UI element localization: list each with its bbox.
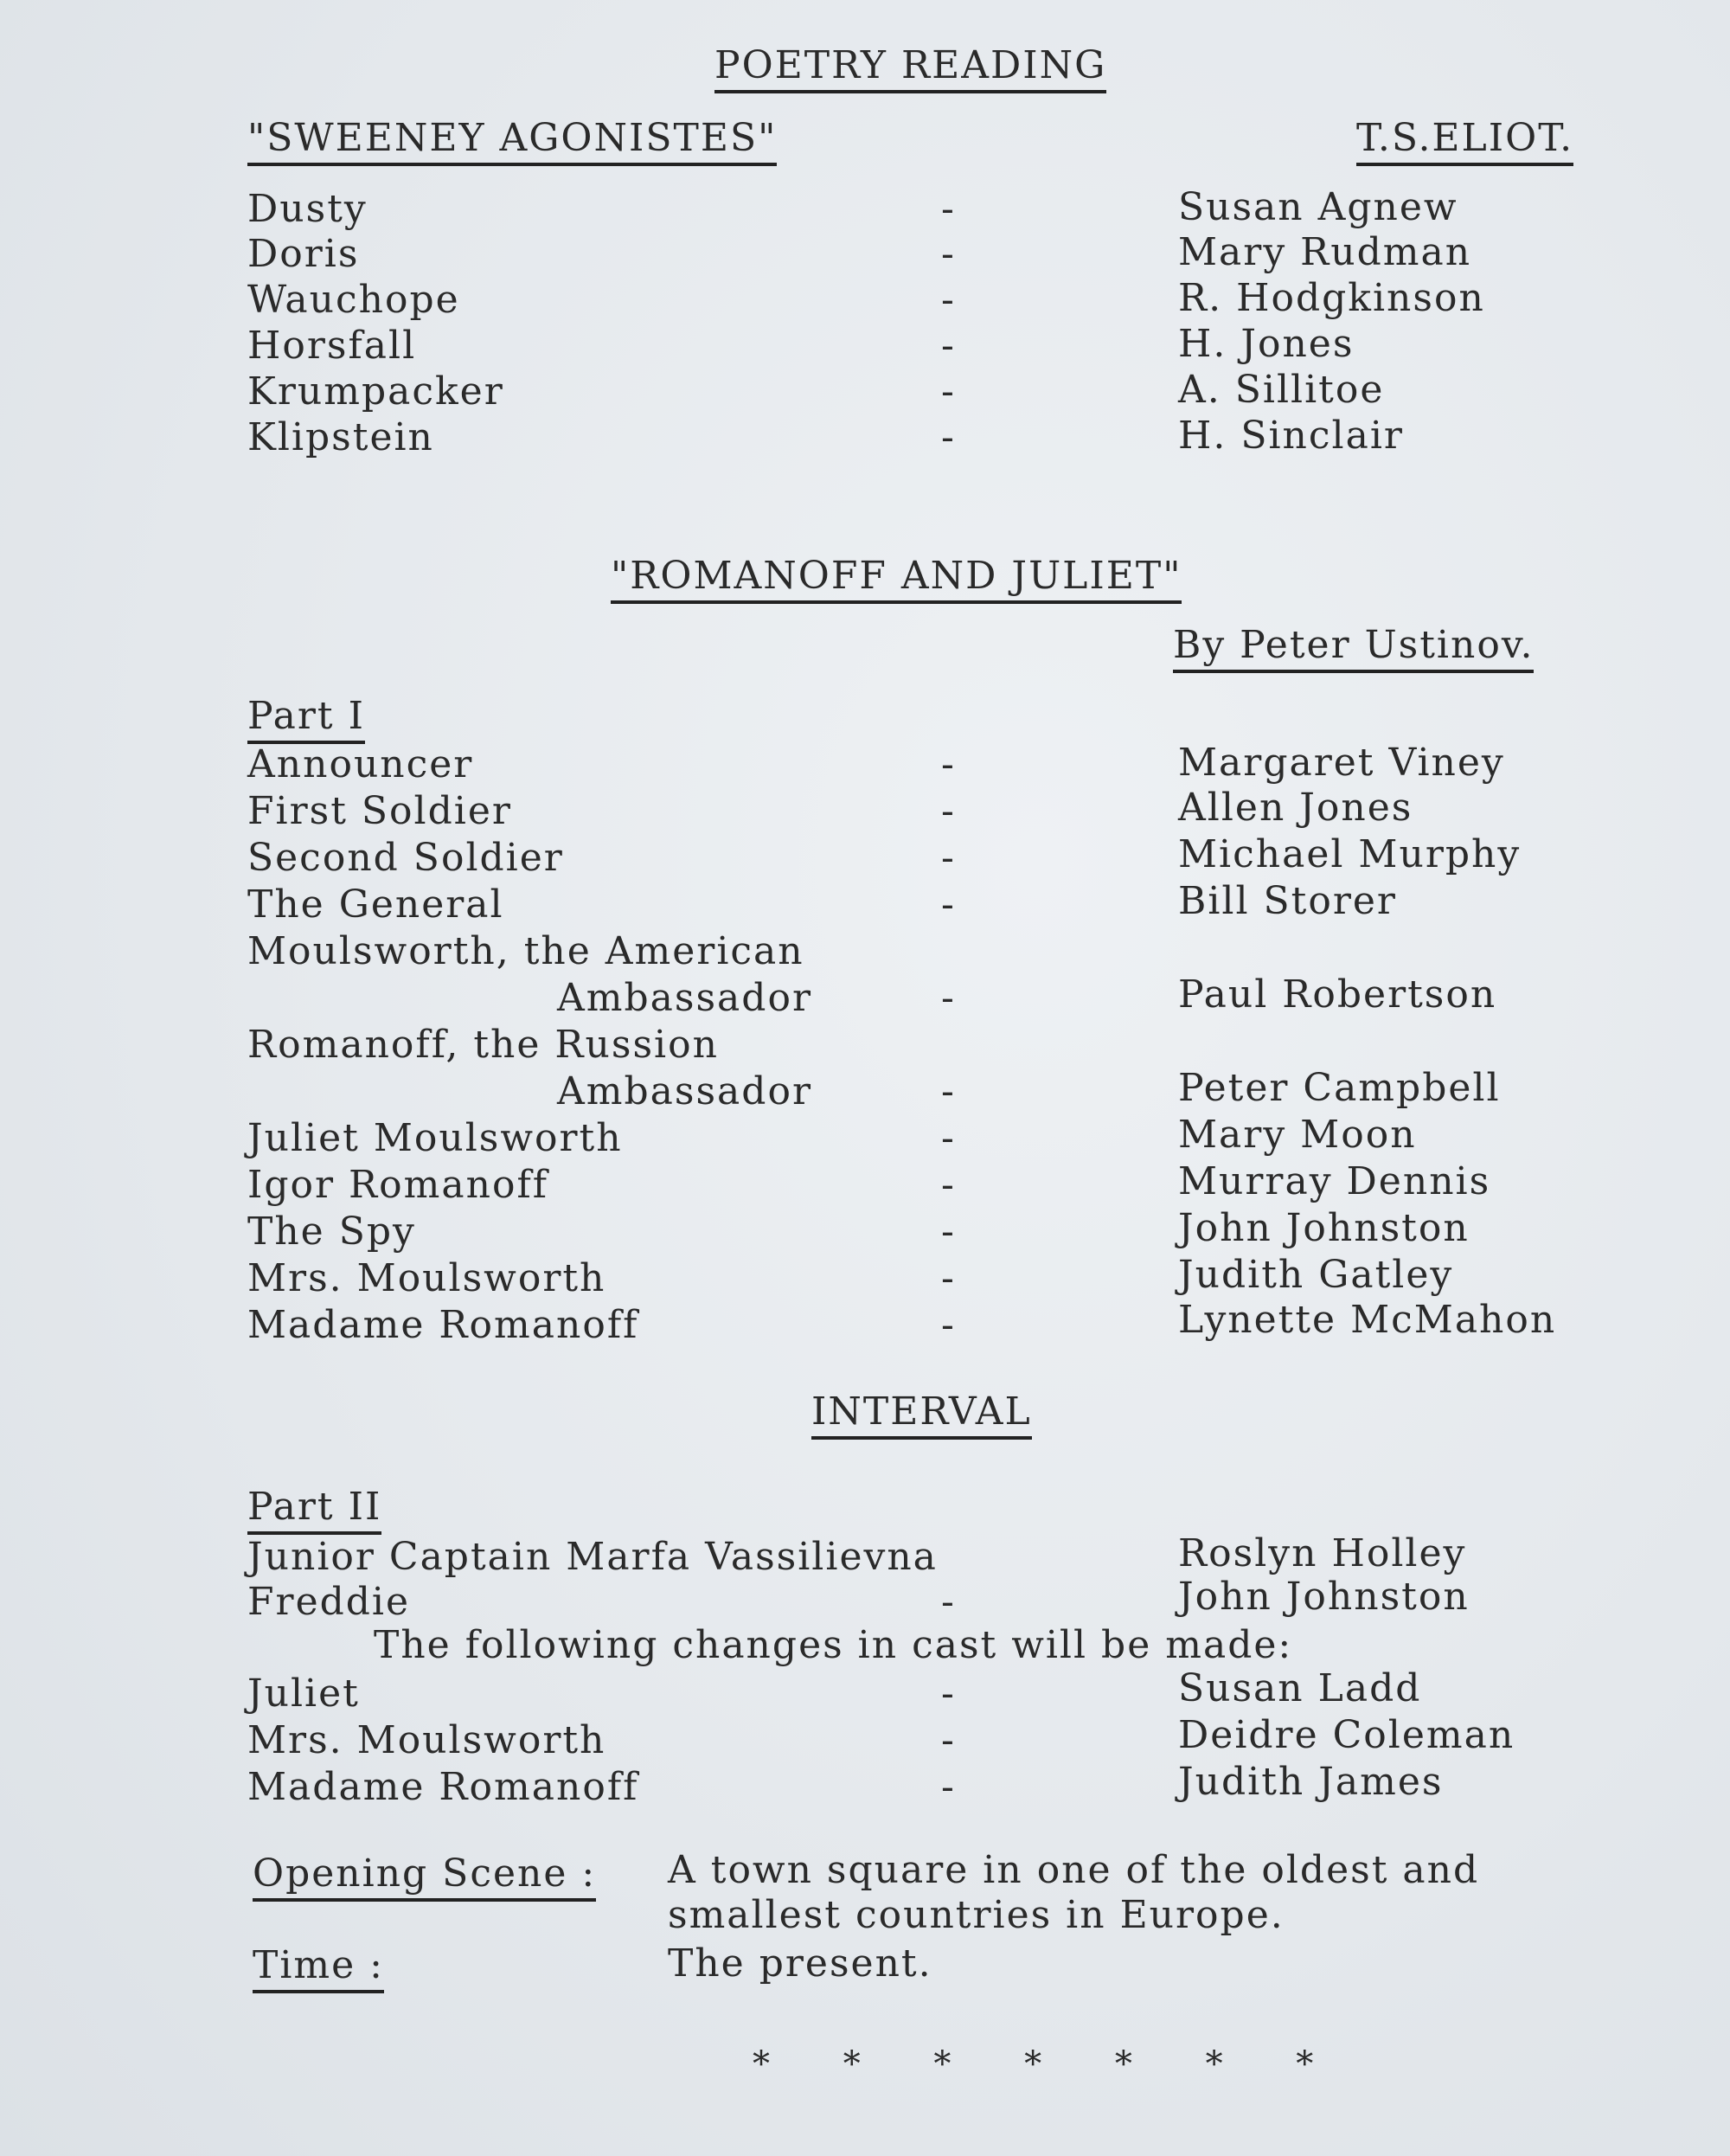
- cast-role: Romanoff, the Russion: [247, 1023, 719, 1067]
- cast-role: Krumpacker: [247, 369, 504, 414]
- cast-role: Wauchope: [247, 278, 460, 322]
- cast-dash: -: [941, 1580, 956, 1624]
- cast-actor: John Johnston: [1178, 1206, 1470, 1250]
- cast-dash: -: [941, 1718, 956, 1762]
- cast-role: The Spy: [247, 1210, 416, 1254]
- cast-actor: Allen Jones: [1178, 786, 1413, 830]
- cast-dash: -: [941, 1210, 956, 1254]
- cast-dash: -: [941, 742, 956, 786]
- cast-actor: A. Sillitoe: [1178, 368, 1385, 412]
- cast-actor: Mary Moon: [1178, 1113, 1417, 1157]
- cast-actor: Mary Rudman: [1178, 230, 1472, 274]
- cast-changes-note: The following changes in cast will be made:: [374, 1623, 1293, 1667]
- cast-role: Freddie: [247, 1580, 411, 1624]
- opening-scene-line2: smallest countries in Europe.: [668, 1893, 1285, 1937]
- cast-role: Mrs. Moulsworth: [247, 1718, 606, 1762]
- cast-actor: Margaret Viney: [1178, 741, 1505, 785]
- cast-dash: -: [941, 976, 956, 1020]
- footer-stars: * * * * * * *: [753, 2044, 1345, 2084]
- cast-dash: -: [941, 882, 956, 927]
- cast-dash: -: [941, 1303, 956, 1347]
- cast-dash: -: [941, 789, 956, 833]
- sweeney-title: "SWEENEY AGONISTES": [247, 119, 777, 166]
- cast-role: Junior Captain Marfa Vassilievna: [247, 1535, 938, 1579]
- cast-actor: Judith James: [1178, 1760, 1444, 1804]
- cast-role-continued: Ambassador: [557, 1069, 812, 1113]
- cast-actor: Roslyn Holley: [1178, 1531, 1467, 1575]
- cast-role: Dusty: [247, 187, 368, 231]
- cast-role: Juliet: [247, 1672, 360, 1716]
- eliot-author: T.S.ELIOT.: [1356, 119, 1573, 166]
- romanoff-title: "ROMANOFF AND JULIET": [611, 557, 1182, 604]
- cast-dash: -: [941, 1069, 956, 1113]
- cast-actor: John Johnston: [1178, 1575, 1470, 1619]
- cast-role: Juliet Moulsworth: [247, 1116, 623, 1160]
- cast-role: Igor Romanoff: [247, 1163, 549, 1207]
- cast-role: Horsfall: [247, 324, 417, 368]
- cast-role: Second Soldier: [247, 836, 564, 880]
- cast-role: Mrs. Moulsworth: [247, 1256, 606, 1300]
- cast-role-continued: Ambassador: [557, 976, 812, 1020]
- opening-scene-label: Opening Scene :: [253, 1855, 596, 1902]
- part-two-heading: Part II: [247, 1488, 381, 1535]
- cast-dash: -: [941, 415, 956, 459]
- cast-actor: Peter Campbell: [1178, 1066, 1501, 1110]
- cast-actor: Murray Dennis: [1178, 1159, 1491, 1203]
- cast-actor: Deidre Coleman: [1178, 1713, 1515, 1757]
- cast-role: Madame Romanoff: [247, 1303, 639, 1347]
- cast-dash: -: [941, 369, 956, 414]
- cast-dash: -: [941, 1163, 956, 1207]
- cast-role: Moulsworth, the American: [247, 929, 804, 973]
- cast-dash: -: [941, 187, 956, 231]
- cast-actor: Judith Gatley: [1178, 1253, 1454, 1297]
- cast-actor: Paul Robertson: [1178, 972, 1497, 1017]
- cast-actor: Susan Agnew: [1178, 185, 1458, 229]
- cast-role: Doris: [247, 232, 360, 276]
- cast-actor: H. Sinclair: [1178, 414, 1404, 458]
- cast-actor: Susan Ladd: [1178, 1666, 1422, 1710]
- cast-actor: Bill Storer: [1178, 879, 1397, 923]
- cast-dash: -: [941, 1765, 956, 1809]
- cast-dash: -: [941, 1256, 956, 1300]
- cast-role: First Soldier: [247, 789, 512, 833]
- part-one-heading: Part I: [247, 697, 365, 744]
- interval-heading: INTERVAL: [811, 1393, 1032, 1440]
- cast-actor: Lynette McMahon: [1178, 1298, 1557, 1342]
- cast-role: Madame Romanoff: [247, 1765, 639, 1809]
- poetry-reading-heading: POETRY READING: [714, 47, 1106, 93]
- cast-role: The General: [247, 882, 504, 927]
- cast-dash: -: [941, 232, 956, 276]
- cast-dash: -: [941, 1672, 956, 1716]
- cast-dash: -: [941, 278, 956, 322]
- cast-actor: Michael Murphy: [1178, 832, 1522, 876]
- ustinov-author: By Peter Ustinov.: [1173, 626, 1534, 673]
- cast-dash: -: [941, 836, 956, 880]
- time-label: Time :: [253, 1947, 384, 1993]
- opening-scene-line1: A town square in one of the oldest and: [668, 1848, 1480, 1892]
- cast-actor: R. Hodgkinson: [1178, 276, 1485, 320]
- cast-dash: -: [941, 324, 956, 368]
- cast-role: Announcer: [247, 742, 474, 786]
- time-value: The present.: [668, 1941, 932, 1986]
- cast-role: Klipstein: [247, 415, 434, 459]
- cast-dash: -: [941, 1116, 956, 1160]
- cast-actor: H. Jones: [1178, 322, 1355, 366]
